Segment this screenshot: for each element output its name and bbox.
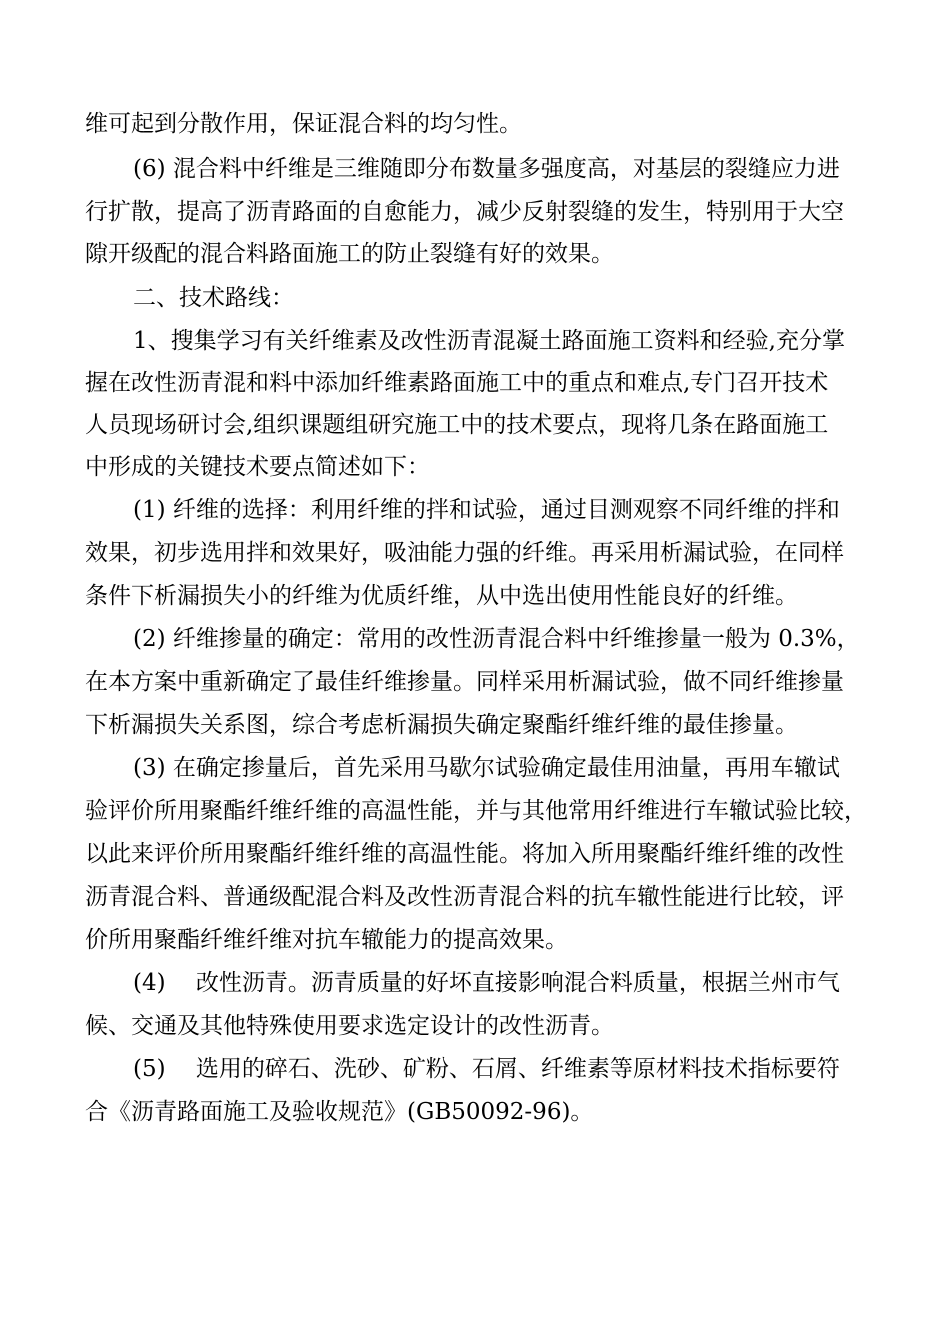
- text-line: 下析漏损失关系图，综合考虑析漏损失确定聚酯纤维纤维的最佳掺量。: [85, 712, 798, 738]
- text-line: 1、搜集学习有关纤维素及改性沥青混凝土路面施工资料和经验,充分掌: [133, 328, 845, 354]
- text-line: 验评价所用聚酯纤维纤维的高温性能，并与其他常用纤维进行车辙试验比较，: [85, 798, 867, 824]
- text-line: 候、交通及其他特殊使用要求选定设计的改性沥青。: [85, 1013, 614, 1039]
- text-line: 条件下析漏损失小的纤维为优质纤维，从中选出使用性能良好的纤维。: [85, 583, 798, 609]
- text-line: (1) 纤维的选择：利用纤维的拌和试验，通过目测观察不同纤维的拌和: [133, 497, 840, 523]
- text-line: 以此来评价所用聚酯纤维纤维的高温性能。将加入所用聚酯纤维纤维的改性: [85, 841, 844, 867]
- text-line: 在本方案中重新确定了最佳纤维掺量。同样采用析漏试验，做不同纤维掺量: [85, 669, 844, 695]
- text-line: 人员现场研讨会,组织课题组研究施工中的技术要点，现将几条在路面施工: [85, 412, 829, 438]
- text-line: (4) 改性沥青。沥青质量的好坏直接影响混合料质量，根据兰州市气: [133, 970, 840, 996]
- text-line: 行扩散，提高了沥青路面的自愈能力，减少反射裂缝的发生，特别用于大空: [85, 199, 844, 225]
- text-line: 合《沥青路面施工及验收规范》(GB50092-96)。: [85, 1099, 594, 1125]
- text-line: (3) 在确定掺量后，首先采用马歇尔试验确定最佳用油量，再用车辙试: [133, 755, 840, 781]
- text-line: 沥青混合料、普通级配混合料及改性沥青混合料的抗车辙性能进行比较，评: [85, 884, 844, 910]
- text-line: 中形成的关键技术要点简述如下：: [85, 454, 430, 480]
- text-line: (2) 纤维掺量的确定：常用的改性沥青混合料中纤维掺量一般为 0.3%，: [133, 626, 860, 652]
- text-line: (5) 选用的碎石、洗砂、矿粉、石屑、纤维素等原材料技术指标要符: [133, 1056, 840, 1082]
- section-heading: 二、技术路线：: [133, 285, 294, 311]
- text-line: 价所用聚酯纤维纤维对抗车辙能力的提高效果。: [85, 927, 568, 953]
- text-line: 隙开级配的混合料路面施工的防止裂缝有好的效果。: [85, 241, 614, 267]
- text-line: 握在改性沥青混和料中添加纤维素路面施工中的重点和难点,专门召开技术: [85, 370, 829, 396]
- text-line: 效果，初步选用拌和效果好，吸油能力强的纤维。再采用析漏试验，在同样: [85, 540, 844, 566]
- text-line: (6) 混合料中纤维是三维随即分布数量多强度高，对基层的裂缝应力进: [133, 156, 840, 182]
- text-line: 维可起到分散作用，保证混合料的均匀性。: [85, 111, 522, 137]
